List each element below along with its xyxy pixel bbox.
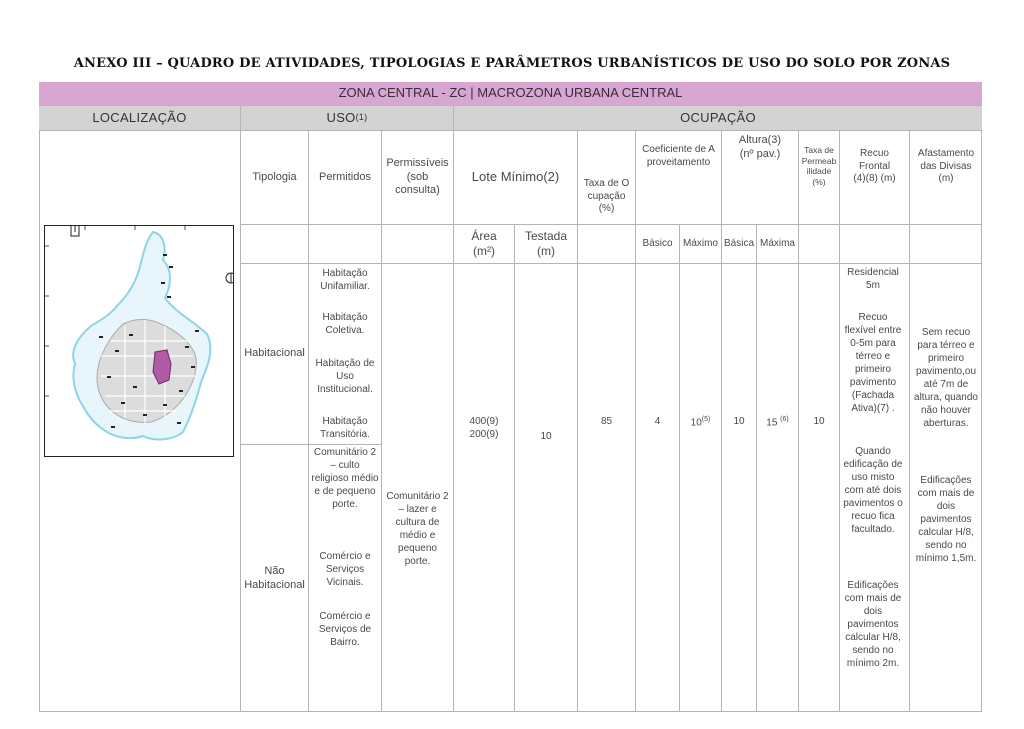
value-area-1: 400(9): [469, 416, 499, 427]
permitido-unifamiliar: Habitação Unifamiliar.: [320, 268, 370, 292]
header-testada: Testada (m): [524, 229, 568, 258]
header-recuo-frontal: Recuo Frontal (4)(8) (m): [853, 148, 896, 184]
afastamento-mais-pavimentos: Edificações com mais de dois pavimentos calcular H/8, sendo no mínimo 1,5m.: [915, 475, 977, 564]
value-altura-basica: 10: [733, 416, 745, 427]
value-testada: 10: [540, 431, 552, 442]
section-uso: [241, 106, 453, 130]
recuo-uso-misto: Quando edificação de uso misto com até dois pavimentos o recuo fica facultado.: [843, 446, 903, 535]
permitido-bairro: Comércio e Serviços de Bairro.: [318, 611, 372, 648]
permitido-comunitario: Comunitário 2 – culto religioso médio e de pequeno porte.: [311, 447, 379, 510]
section-ocupacao: OCUPAÇÃO: [454, 106, 982, 130]
tipologia-habitacional: Habitacional: [244, 347, 305, 360]
header-tipologia: Tipologia: [252, 170, 297, 183]
header-maxima: Máxima: [759, 237, 795, 249]
header-taxa-ocupacao: Taxa de Ocupação(%): [583, 178, 630, 215]
document-title: ANEXO III – QUADRO DE ATIVIDADES, TIPOLOGIAS E PARÂMETROS URBANÍSTICOS DE USO DO SOLO POR ZONAS: [73, 56, 951, 71]
value-area-2: 200(9): [469, 429, 499, 440]
value-altura-maxima: [757, 415, 798, 429]
permitido-coletiva: Habitação Coletiva.: [322, 312, 368, 336]
value-coef-maximo-number: 10: [690, 417, 702, 429]
permitido-institucional: Habitação de Uso Institucional.: [315, 358, 375, 395]
header-afastamento: Afastamento das Divisas (m): [917, 148, 975, 184]
header-maximo: Máximo: [682, 237, 718, 249]
zone-header: ZONA CENTRAL - ZC | MACROZONA URBANA CENTRAL: [39, 82, 982, 105]
recuo-flexivel: Recuo flexível entre 0-5m para térreo e primeiro pavimento (Fachada Ativa)(7) .: [844, 312, 902, 414]
header-lote-minimo: Lote Mínimo(2): [471, 169, 560, 185]
value-taxa-ocupacao: 85: [600, 416, 613, 427]
permissivel-comunitario: Comunitário 2 – lazer e cultura de médio e pequeno porte.: [386, 491, 449, 567]
header-coeficiente: Coeficiente de Aproveitamento: [642, 144, 715, 168]
header-basica: Básica: [723, 237, 754, 249]
header-basico: Básico: [642, 237, 673, 249]
permitido-vicinais: Comércio e Serviços Vicinais.: [319, 551, 371, 588]
section-uso-note: (1): [355, 112, 368, 123]
recuo-residencial: Residencial 5m: [847, 267, 899, 291]
value-altura-maxima-number: 15: [766, 417, 778, 429]
value-coef-maximo-note: (5): [701, 416, 711, 423]
header-permissiveis: Permissíveis (sob consulta): [386, 156, 449, 197]
header-permitidos: Permitidos: [319, 170, 371, 183]
header-altura: Altura(3) (nº pav.): [738, 134, 782, 160]
location-map: [44, 225, 234, 457]
value-taxa-permeabilidade: 10: [813, 416, 825, 427]
value-altura-maxima-note: (6): [780, 416, 789, 423]
afastamento-sem-recuo: Sem recuo para térreo e primeiro pavimento,ou até 7m de altura, quando não houver aberturas.: [914, 327, 978, 429]
header-area: Área (m²): [471, 229, 497, 258]
section-localizacao: LOCALIZAÇÃO: [39, 106, 240, 130]
location-map-drawing: [45, 226, 233, 456]
section-uso-label: USO: [326, 109, 356, 125]
permitido-transitoria: Habitação Transitória.: [320, 416, 370, 440]
value-coef-basico: 4: [654, 416, 661, 427]
header-taxa-permeabilidade: Taxa de Permeabilidade (%): [801, 145, 837, 187]
recuo-mais-pavimentos: Edificações com mais de dois pavimentos calcular H/8, sendo no mínimo 2m.: [844, 580, 902, 669]
value-coef-maximo: [680, 415, 721, 429]
tipologia-nao-habitacional: Não Habitacional: [244, 564, 305, 591]
